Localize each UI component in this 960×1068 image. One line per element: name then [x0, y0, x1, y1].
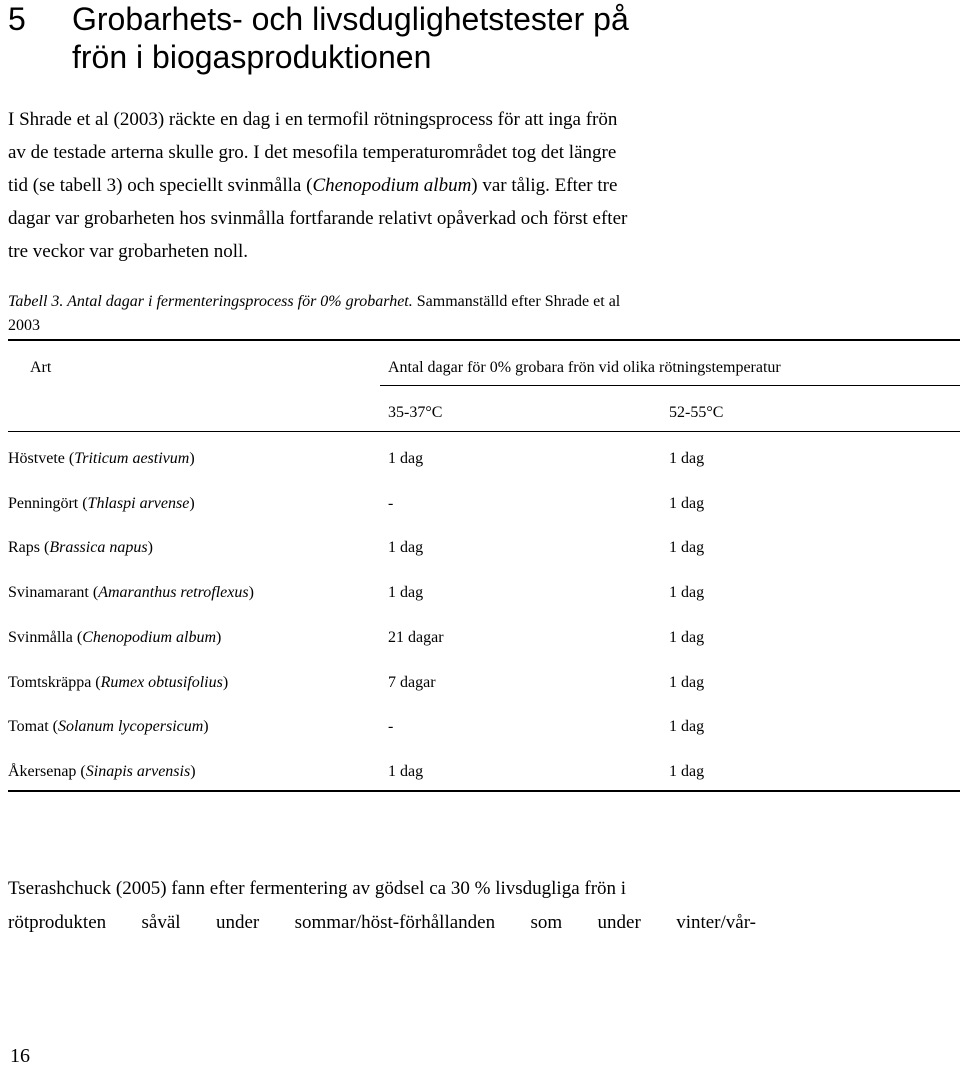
latin-name: Amaranthus retroflexus [98, 584, 249, 601]
section-title [72, 0, 752, 76]
header-temp-35-37: 35-37°C [388, 404, 443, 421]
closing-paragraph [8, 872, 756, 940]
latin-name: Thlaspi arvense [87, 495, 190, 512]
days-35-37-cell: 7 dagar [388, 674, 436, 691]
latin-name: Triticum aestivum [74, 450, 190, 467]
text-fragment: ) var tålig. Efter tre [471, 175, 618, 196]
common-name: Tomat ( [8, 718, 58, 735]
closing-paren: ) [189, 450, 195, 467]
common-name: Åkersenap ( [8, 763, 86, 780]
days-35-37-cell: - [388, 718, 394, 735]
section-number: 5 [8, 1, 26, 37]
days-35-37-cell: 1 dag [388, 539, 424, 556]
header-temp-52-55: 52-55°C [669, 404, 724, 421]
header-days: Antal dagar för 0% grobara frön vid olika rötningstemperatur [388, 359, 781, 376]
page-number: 16 [10, 1045, 30, 1067]
common-name: Höstvete ( [8, 450, 75, 467]
header-bottom-rule [8, 431, 960, 432]
latin-name: Solanum lycopersicum [57, 718, 204, 735]
common-name: Raps ( [8, 539, 50, 556]
latin-name: Rumex obtusifolius [100, 674, 223, 691]
species-cell [8, 583, 254, 603]
days-52-55-cell: 1 dag [669, 718, 705, 735]
section-title-line-2: frön i biogasproduktionen [72, 39, 432, 75]
species-cell [8, 762, 196, 782]
days-35-37-cell: - [388, 495, 394, 512]
days-35-37-cell: 1 dag [388, 763, 424, 780]
latin-name: Sinapis arvensis [85, 763, 191, 780]
word: under [597, 912, 641, 933]
paragraph-line: tre veckor var grobarheten noll. [8, 241, 249, 262]
paragraph-line: I Shrade et al (2003) räckte en dag i en termofil rötningsprocess för att inga frön [8, 109, 618, 130]
paragraph-line: dagar var grobarheten hos svinmålla fortfarande relativt opåverkad och först efter [8, 208, 628, 229]
days-52-55-cell: 1 dag [669, 674, 705, 691]
days-35-37-cell: 1 dag [388, 584, 424, 601]
table-top-rule [8, 339, 960, 341]
days-52-55-cell: 1 dag [669, 450, 705, 467]
species-cell [8, 717, 209, 737]
days-35-37-cell: 1 dag [388, 450, 424, 467]
common-name: Tomtskräppa ( [8, 674, 101, 691]
section-heading [8, 0, 752, 76]
days-52-55-cell: 1 dag [669, 495, 705, 512]
word: såväl [141, 912, 181, 933]
species-cell [8, 449, 195, 469]
header-species: Art [30, 359, 52, 376]
word: rötprodukten [8, 912, 107, 933]
word: under [215, 912, 260, 933]
common-name: Svinmålla ( [8, 629, 83, 646]
paragraph-line [8, 169, 768, 202]
species-cell [8, 628, 221, 648]
word: vinter/vår- [676, 912, 756, 933]
days-35-37-cell: 21 dagar [388, 629, 444, 646]
latin-name: Chenopodium album [312, 175, 472, 196]
header-sub-rule [380, 385, 960, 386]
latin-name: Brassica napus [49, 539, 148, 556]
common-name: Svinamarant ( [8, 584, 99, 601]
word: som [530, 912, 563, 933]
closing-paren: ) [222, 674, 229, 691]
paragraph-line [8, 906, 756, 940]
table-caption [8, 290, 768, 338]
paragraph-line: Tserashchuck (2005) fann efter fermentering av gödsel ca 30 % livsdugliga frön i [8, 878, 627, 899]
closing-paren: ) [203, 718, 209, 735]
caption-source: Sammanställd efter Shrade et al [412, 293, 621, 310]
species-cell [8, 538, 153, 558]
species-cell [8, 673, 228, 693]
days-52-55-cell: 1 dag [669, 584, 705, 601]
caption-line-1 [8, 290, 768, 314]
caption-label: Tabell 3. Antal dagar i fermenteringsprocess för 0% grobarhet. [8, 293, 413, 310]
section-title-line-1: Grobarhets- och livsduglighetstester på [72, 1, 629, 37]
closing-paren: ) [189, 495, 195, 512]
paragraph-line: av de testade arterna skulle gro. I det mesofila temperaturområdet tog det längre [8, 142, 617, 163]
species-cell [8, 494, 195, 514]
latin-name: Chenopodium album [82, 629, 216, 646]
common-name: Penningört ( [8, 495, 88, 512]
closing-paren: ) [147, 539, 153, 556]
closing-paren: ) [216, 629, 222, 646]
text-fragment: tid (se tabell 3) och speciellt svinmålla ( [8, 175, 313, 196]
closing-paren: ) [190, 763, 196, 780]
word: sommar/höst-förhållanden [294, 912, 496, 933]
days-52-55-cell: 1 dag [669, 763, 705, 780]
table-bottom-rule [8, 790, 960, 792]
days-52-55-cell: 1 dag [669, 539, 705, 556]
days-52-55-cell: 1 dag [669, 629, 705, 646]
intro-paragraph [8, 103, 768, 268]
caption-line-2: 2003 [8, 317, 40, 334]
closing-paren: ) [248, 584, 254, 601]
